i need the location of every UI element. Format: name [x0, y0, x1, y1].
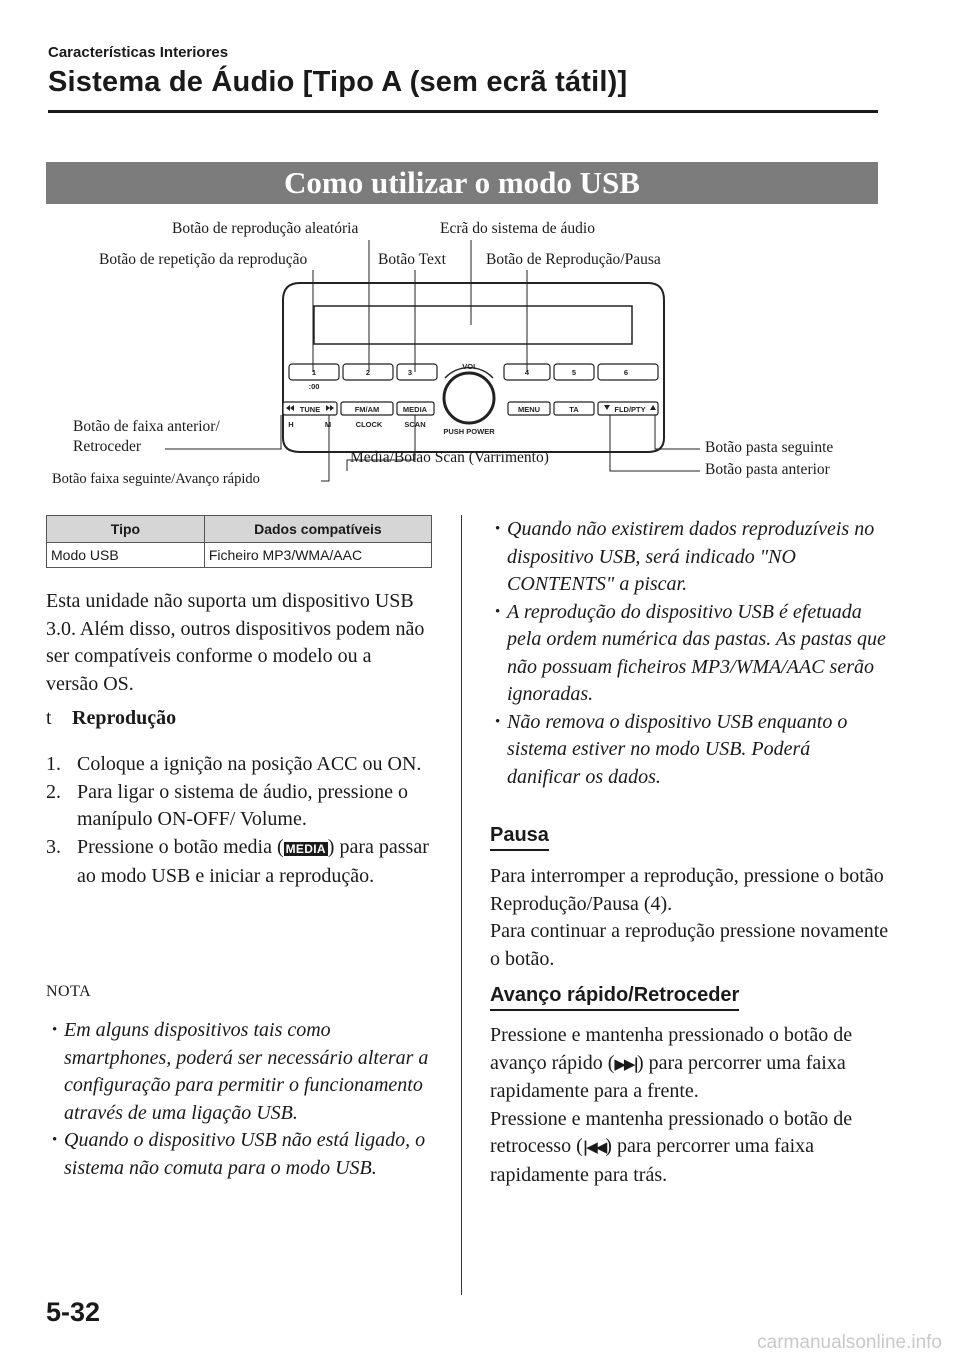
- step-number: 1.: [46, 753, 61, 775]
- callout-play-pause: Botão de Reprodução/Pausa: [486, 251, 661, 268]
- avanco-text-1-pre: Pressione e mantenha pressionado o botão de avanço rápido (: [490, 1024, 853, 1074]
- list-item: [46, 751, 436, 779]
- note-text: A reprodução do dispositivo USB é efetuada pela ordem numérica das pastas. As pastas que não possuam ficheiros MP3/WMA/AAC serão ignoradas.: [507, 600, 886, 705]
- section-kicker: Características Interiores: [48, 44, 229, 61]
- m-label: M: [324, 420, 332, 429]
- table-header: Tipo: [47, 516, 205, 543]
- section-heading-reproducao: [46, 707, 176, 730]
- menu-label: MENU: [517, 405, 541, 414]
- preset-3-label: 3: [407, 368, 413, 377]
- callout-folder-next: Botão pasta seguinte: [705, 439, 834, 456]
- clock-label: CLOCK: [355, 420, 383, 429]
- callout-text: Botão Text: [378, 251, 446, 268]
- avanco-paragraph: [490, 1022, 890, 1189]
- list-item: [493, 709, 888, 792]
- steps-list: [46, 751, 436, 891]
- avanco-text-2: [490, 1106, 890, 1190]
- step-number: 2.: [46, 780, 61, 803]
- preset-1-label: 1: [311, 368, 317, 377]
- bullet-icon: •: [52, 1022, 58, 1038]
- scan-label: SCAN: [404, 420, 426, 429]
- list-item: [50, 1127, 438, 1182]
- callout-rewind: Retroceder: [73, 438, 141, 455]
- preset-5-label: 5: [571, 368, 577, 377]
- notes-list-right: [493, 516, 888, 791]
- intro-paragraph: Esta unidade não suporta um dispositivo USB 3.0. Além disso, outros dispositivos podem não ser compatíveis conforme o modelo ou a versão OS.: [46, 590, 425, 695]
- section-marker-icon: t: [46, 707, 52, 729]
- pausa-paragraph: [490, 863, 890, 973]
- media-button-icon: MEDIA: [285, 841, 326, 856]
- section-banner: Como utilizar o modo USB: [46, 162, 878, 204]
- ta-label: TA: [569, 405, 579, 414]
- avanco-text-1-post: ) para percorrer uma faixa rapidamente para a frente.: [490, 1051, 846, 1102]
- callout-next-track: Botão faixa seguinte/Avanço rápido: [52, 471, 260, 487]
- rewind-icon: |◀◀: [582, 1138, 606, 1156]
- tune-label: TUNE: [299, 405, 321, 414]
- volume-knob: [444, 373, 494, 423]
- chapter-title: Sistema de Áudio [Tipo A (sem ecrã tátil)]: [48, 66, 628, 98]
- callout-media-scan: Media/Botão Scan (Varrimento): [350, 449, 549, 466]
- step-text: Para ligar o sistema de áudio, pressione o manípulo ON-OFF/ Volume.: [77, 780, 409, 830]
- table-row: [47, 543, 432, 568]
- preset-3: [397, 364, 437, 380]
- avanco-text-1: [490, 1022, 890, 1106]
- note-text: Quando o dispositivo USB não está ligado, o sistema não comuta para o modo USB.: [64, 1129, 426, 1179]
- subheading-avanco: Avanço rápido/Retroceder: [490, 984, 739, 1011]
- list-item: [46, 834, 436, 891]
- note-text: Quando não existirem dados reproduzíveis no dispositivo USB, será indicado "NO CONTENTS" a piscar.: [507, 518, 875, 595]
- notes-list-left: [50, 1017, 438, 1182]
- avanco-text-2-post: ) para percorrer uma faixa rapidamente para trás.: [490, 1135, 815, 1186]
- display-screen: [314, 306, 632, 344]
- step-text-post: ) para passar ao modo USB e iniciar a reprodução.: [77, 835, 429, 887]
- push-power-label: PUSH POWER: [443, 427, 495, 436]
- table-cell: Modo USB: [47, 543, 205, 568]
- list-item: [46, 779, 436, 834]
- bullet-icon: •: [495, 521, 501, 537]
- fld-pty-label: FLD/PTY: [614, 405, 646, 414]
- list-item: [493, 516, 888, 599]
- callout-shuffle: Botão de reprodução aleatória: [172, 220, 359, 237]
- preset-2-label: 2: [365, 368, 371, 377]
- media-label: MEDIA: [402, 405, 428, 414]
- callout-folder-prev: Botão pasta anterior: [705, 461, 830, 478]
- vol-label: VOL: [462, 362, 478, 371]
- pausa-text-2: Para continuar a reprodução pressione novamente o botão.: [490, 920, 889, 970]
- table-header-row: [47, 516, 432, 543]
- callout-repeat: Botão de repetição da reprodução: [99, 251, 308, 268]
- step-text-pre: Pressione o botão media (: [77, 835, 284, 858]
- fast-forward-icon: ▶▶|: [614, 1054, 637, 1073]
- bullet-icon: •: [495, 713, 501, 730]
- preset-4-label: 4: [524, 368, 530, 377]
- compatibility-table: [46, 515, 432, 568]
- watermark-url: carmanualsonline.info: [757, 1332, 942, 1353]
- table-header: Dados compatíveis: [204, 516, 431, 543]
- bullet-icon: •: [52, 1132, 58, 1148]
- fm-am-label: FM/AM: [354, 405, 380, 414]
- page-number: 5-32: [46, 1297, 101, 1327]
- note-text: Em alguns dispositivos tais como smartphones, poderá ser necessário alterar a configuração para permitir o funcionamento através de uma ligação USB.: [64, 1019, 429, 1124]
- list-item: [50, 1017, 438, 1127]
- table-cell: Ficheiro MP3/WMA/AAC: [204, 543, 431, 568]
- bullet-icon: •: [495, 603, 501, 620]
- pausa-text-1: Para interromper a reprodução, pressione o botão Reprodução/Pausa (4).: [490, 865, 884, 915]
- subheading-pausa: Pausa: [490, 824, 549, 851]
- preset-6-label: 6: [623, 368, 629, 377]
- callout-display: Ecrã do sistema de áudio: [440, 220, 595, 237]
- list-item: [493, 599, 888, 709]
- note-text: Não remova o dispositivo USB enquanto o sistema estiver no modo USB. Poderá danificar os dados.: [507, 710, 848, 788]
- column-divider: [461, 515, 462, 1295]
- time-label: :00: [308, 382, 320, 391]
- step-number: 3.: [46, 835, 61, 858]
- nota-label: NOTA: [46, 983, 92, 1000]
- avanco-text-2-pre: Pressione e mantenha pressionado o botão de retrocesso (: [490, 1107, 853, 1157]
- callout-prev-track: Botão de faixa anterior/: [73, 418, 220, 435]
- h-label: H: [288, 420, 294, 429]
- step-text: Coloque a ignição na posição ACC ou ON.: [77, 753, 422, 775]
- section-title: Reprodução: [72, 707, 177, 729]
